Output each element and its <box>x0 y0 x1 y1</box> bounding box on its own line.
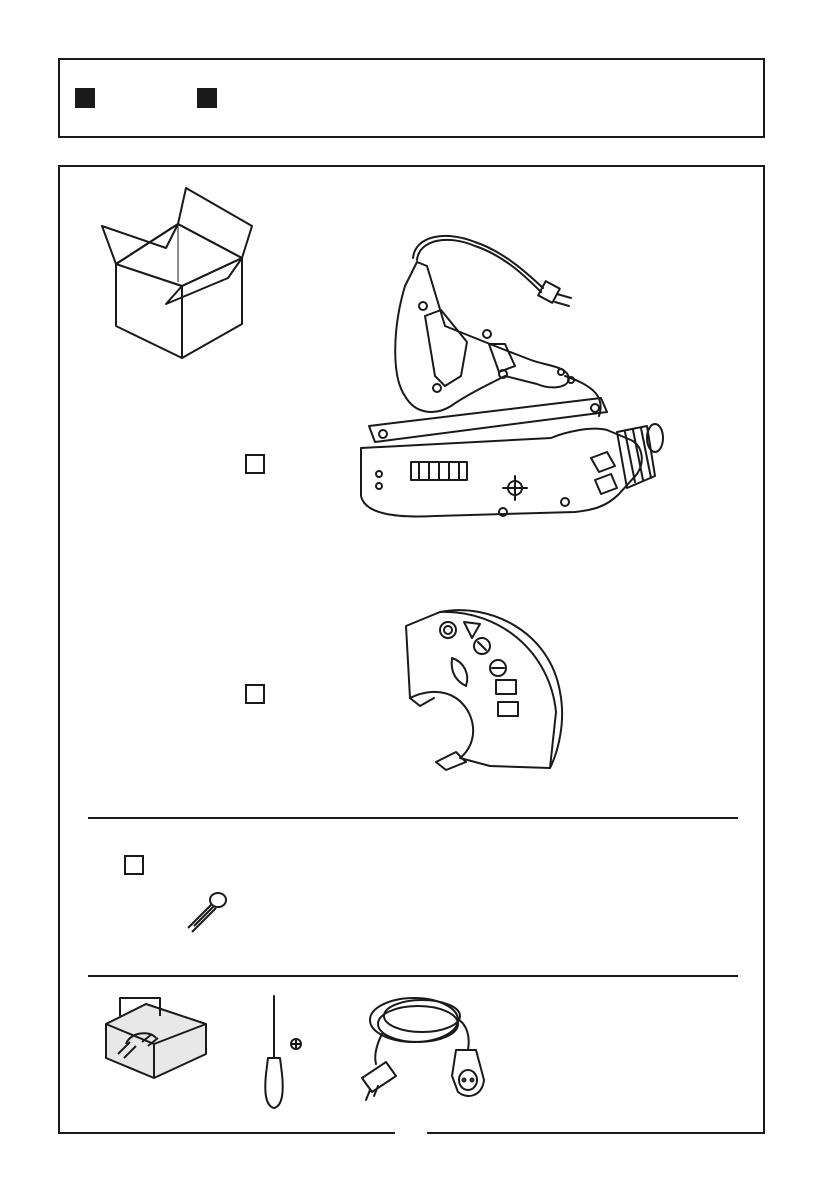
legend-marker-1 <box>75 88 95 108</box>
phillips-screwdriver-icon <box>262 994 308 1112</box>
page-number-gap <box>395 1126 427 1140</box>
extension-cord-icon <box>356 980 496 1106</box>
screw-checkbox[interactable] <box>124 855 144 875</box>
toolbox-icon <box>96 994 214 1086</box>
legend-marker-2 <box>197 88 217 108</box>
open-box-icon <box>96 186 258 362</box>
guard-checkbox[interactable] <box>245 684 265 704</box>
trimmer-motor-housing-icon <box>355 226 675 524</box>
section-divider <box>88 975 738 977</box>
blade-guard-icon <box>400 602 566 774</box>
screw-icon <box>180 890 230 936</box>
section-divider <box>88 817 738 819</box>
motor-unit-checkbox[interactable] <box>245 454 265 474</box>
legend-box <box>58 58 765 138</box>
